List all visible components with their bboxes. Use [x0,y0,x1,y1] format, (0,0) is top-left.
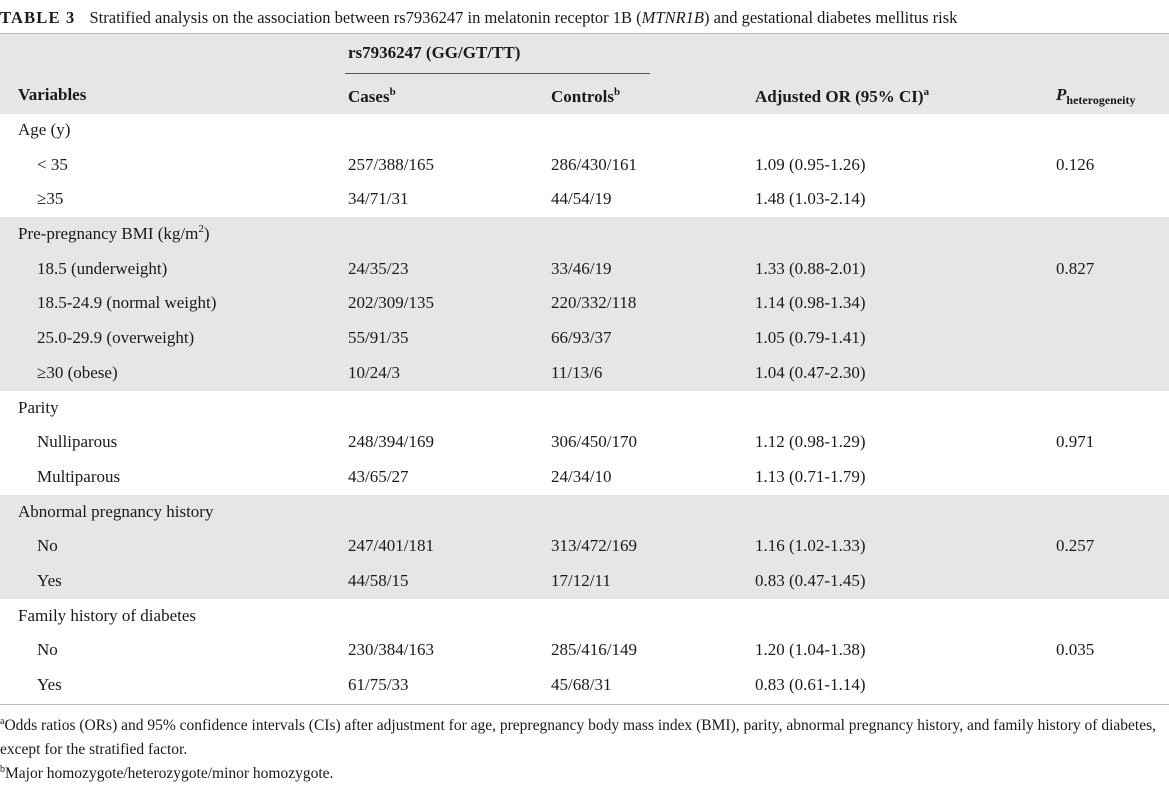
controls-cell: 44/54/19 [551,189,612,209]
caption-text: Stratified analysis on the association between rs7936247 in melatonin receptor 1B ( [89,8,642,27]
subgroup-label: Yes [37,675,62,694]
table-caption [0,8,1169,28]
table-row [0,668,1169,703]
header-adjusted-or: Adjusted OR (95% CI)$^a$ [755,86,930,106]
adjusted-or-cell: 1.20 (1.04-1.38) [755,640,866,660]
p-heterogeneity-cell: 0.035 [1056,640,1095,660]
cases-cell: 10/24/3 [348,362,400,382]
table-row [0,321,1169,356]
controls-cell: 306/450/170 [551,432,637,452]
group-header: rs7936247 (GG/GT/TT) [348,43,521,62]
header-p-heterogeneity: $P_{heterogeneity}$ [1056,85,1136,107]
cases-cell: 34/71/31 [348,189,409,209]
controls-cell: 286/430/161 [551,154,637,174]
cases-cell: 55/91/35 [348,328,409,348]
group-label: Abnormal pregnancy history [18,501,214,521]
table-row [0,460,1169,495]
cases-cell: 61/75/33 [348,675,409,694]
group-header-rule [345,73,650,74]
adjusted-or-cell: 0.83 (0.61-1.14) [755,675,866,694]
controls-cell: 45/68/31 [551,675,612,694]
controls-cell: 33/46/19 [551,258,612,278]
footnote-b: $^b$Major homozygote/heterozygote/minor homozygote. [0,764,334,782]
header-cases: Cases$^b$ [348,86,396,106]
group-label: Family history of diabetes [18,605,197,625]
caption-text-end: ) and gestational diabetes mellitus risk [704,8,958,27]
table-row [0,495,1169,530]
p-heterogeneity-cell: 0.971 [1056,432,1095,452]
header-controls: Controls$^b$ [551,86,621,106]
subgroup-label: ≥30 (obese) [37,362,118,382]
cases-cell: 44/58/15 [348,570,409,590]
table-row [0,599,1169,634]
group-label: Pre-pregnancy BMI $(kg/m^2)$ [18,223,210,244]
adjusted-or-cell: 1.33 (0.88-2.01) [755,258,866,278]
adjusted-or-cell: 1.48 (1.03-2.14) [755,189,866,209]
header-variables: Variables [18,85,87,104]
adjusted-or-cell: 1.04 (0.47-2.30) [755,362,866,382]
cases-cell: 247/401/181 [348,536,434,556]
adjusted-or-cell: 1.14 (0.98-1.34) [755,293,866,313]
table-row [0,217,1169,252]
group-label: Age (y) [18,120,71,139]
table-row [0,356,1169,391]
cases-cell: 257/388/165 [348,154,434,174]
cases-cell: 230/384/163 [348,640,434,660]
table-row [0,425,1169,460]
controls-cell: 313/472/169 [551,536,637,556]
controls-cell: 11/13/6 [551,362,603,382]
table-row [0,113,1169,148]
subgroup-label: Yes [37,570,62,590]
table-row [0,148,1169,183]
controls-cell: 24/34/10 [551,466,612,486]
table-header [0,33,1169,114]
cases-cell: 24/35/23 [348,258,409,278]
table-row [0,633,1169,668]
subgroup-label: No [37,536,58,556]
cases-cell: 248/394/169 [348,432,434,452]
subgroup-label: No [37,640,58,660]
adjusted-or-cell: 1.13 (0.71-1.79) [755,466,866,486]
cases-cell: 43/65/27 [348,466,409,486]
subgroup-label: ≥35 [37,189,64,209]
table-row [0,564,1169,599]
subgroup-label: Multiparous [37,466,121,486]
p-heterogeneity-cell: 0.827 [1056,258,1095,278]
table-row [0,391,1169,426]
table-row [0,182,1169,217]
controls-cell: 17/12/11 [551,570,611,590]
subgroup-label: 18.5-24.9 (normal weight) [37,293,217,313]
adjusted-or-cell: 1.16 (1.02-1.33) [755,536,866,556]
group-label: Parity [18,397,59,417]
p-heterogeneity-cell: 0.257 [1056,536,1095,556]
table-label: TABLE 3 [0,8,76,27]
subgroup-label: Nulliparous [37,432,118,452]
footnote-a: $^a$Odds ratios (ORs) and 95% confidence intervals (CIs) after adjustment for age, prepregnancy body mass index (BMI), parity, abnormal pregnancy history, and family history of diabetes, except for the stratified factor. [0,716,1157,758]
table-bottom-rule [0,704,1169,705]
adjusted-or-cell: 1.05 (0.79-1.41) [755,328,866,348]
controls-cell: 220/332/118 [551,293,637,313]
controls-cell: 66/93/37 [551,328,612,348]
subgroup-label: < 35 [37,154,68,174]
p-heterogeneity-cell: 0.126 [1056,154,1095,174]
adjusted-or-cell: 1.09 (0.95-1.26) [755,154,866,174]
table-row [0,529,1169,564]
subgroup-label: 25.0-29.9 (overweight) [37,328,195,348]
adjusted-or-cell: 0.83 (0.47-1.45) [755,570,866,590]
table-row [0,252,1169,287]
adjusted-or-cell: 1.12 (0.98-1.29) [755,432,866,452]
cases-cell: 202/309/135 [348,293,434,313]
subgroup-label: 18.5 (underweight) [37,258,168,278]
table-row [0,286,1169,321]
caption-gene: MTNR1B [641,8,704,27]
controls-cell: 285/416/149 [551,640,637,660]
table-body [0,113,1169,703]
footnotes [0,714,1160,786]
